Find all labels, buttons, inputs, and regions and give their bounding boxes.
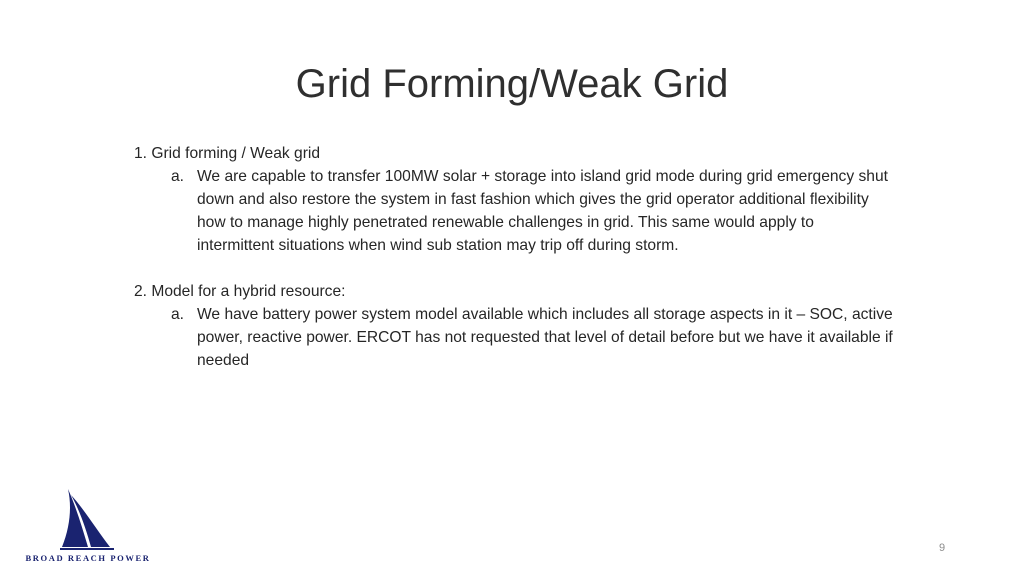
page-number: 9	[938, 542, 946, 554]
company-logo	[24, 487, 152, 567]
section-heading: 2. Model for a hybrid resource:	[134, 283, 346, 300]
section-hybrid-model	[134, 280, 894, 372]
list-item-text: We are capable to transfer 100MW solar + storage into island grid mode during grid emergency shut down and also restore the system in fast fashion which gives the grid operator additional flexibility how to manage highly penetrated renewable challenges in grid. This same would apply to intermittent situations when wind sub station may trip off during storm.	[197, 168, 888, 254]
list-marker: a.	[171, 168, 185, 185]
list-item	[134, 303, 894, 372]
slide-title: Grid Forming/Weak Grid	[295, 62, 729, 106]
slide-body	[134, 142, 894, 395]
section-heading: 1. Grid forming / Weak grid	[134, 145, 321, 162]
list-item-text: We have battery power system model available which includes all storage aspects in it – SOC, active power, reactive power. ERCOT has not requested that level of detail before but we have it available if needed	[197, 306, 893, 369]
logo-wordmark: BROAD REACH POWER	[25, 553, 151, 563]
section-grid-forming	[134, 142, 894, 257]
sailboat-icon	[58, 487, 118, 551]
list-item	[134, 165, 894, 257]
list-marker: a.	[171, 306, 185, 323]
